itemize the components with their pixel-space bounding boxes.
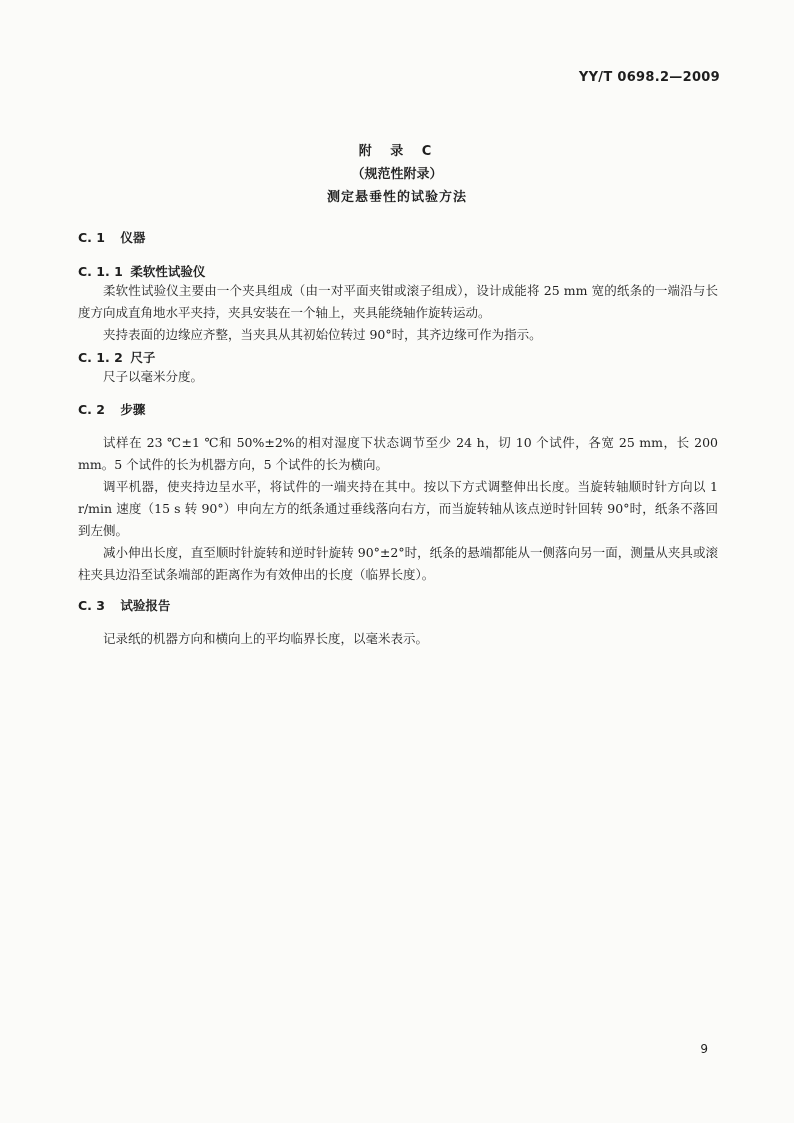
page-number: 9: [700, 1042, 708, 1056]
annex-type: （规范性附录）: [351, 167, 443, 182]
section-heading-c2: [78, 400, 145, 418]
annex-name: 测定悬垂性的试验方法: [326, 190, 467, 205]
paragraph: 柔软性试验仪主要由一个夹具组成（由一对平面夹钳或滚子组成），设计成能将 25 mm 宽的纸条的一端沿与长度方向成直角地水平夹持，夹具安装在一个轴上，夹具能绕轴作旋转运动。: [78, 283, 718, 320]
section-heading-c1-2: [78, 348, 155, 366]
standard-code: YY/T 0698.2—2009: [578, 70, 720, 85]
section-title: 柔软性试验仪: [130, 264, 206, 279]
section-title: 尺子: [130, 350, 156, 365]
section-title: 仪器: [120, 230, 146, 245]
section-heading-c3: [78, 596, 170, 614]
section-title: 步骤: [120, 402, 146, 417]
section-heading-c1: [78, 228, 145, 246]
paragraph: 调平机器，使夹持边呈水平，将试件的一端夹持在其中。按以下方式调整伸出长度。当旋转轴顺时针方向以 1 r/min 速度（15 s 转 90°）申向左方的纸条通过垂线落向右方，而当旋转轴从该点逆时针回转 90°时，纸条不落回到左侧。: [78, 479, 718, 538]
section-heading-c1-1: [78, 262, 205, 280]
paragraph: 夹持表面的边缘应齐整，当夹具从其初始位转过 90°时，其齐边缘可作为指示。: [103, 327, 542, 342]
paragraph: 减小伸出长度，直至顺时针旋转和逆时针旋转 90°±2°时，纸条的悬端都能从一侧落向另一面，测量从夹具或滚柱夹具边沿至试条端部的距离作为有效伸出的长度（临界长度）。: [78, 545, 718, 582]
paragraph: 试样在 23 ℃±1 ℃和 50%±2%的相对湿度下状态调节至少 24 h，切 10 个试件，各宽 25 mm，长 200 mm。5 个试件的长为机器方向，5 个试件的长为横向。: [78, 435, 718, 472]
section-number: C. 2: [78, 402, 105, 417]
paragraph: 尺子以毫米分度。: [103, 369, 204, 384]
section-title: 试验报告: [120, 598, 171, 613]
paragraph: 记录纸的机器方向和横向上的平均临界长度，以毫米表示。: [103, 631, 429, 646]
section-number: C. 3: [78, 598, 105, 613]
section-number: C. 1. 2: [78, 350, 123, 365]
section-number: C. 1: [78, 230, 105, 245]
section-number: C. 1. 1: [78, 264, 123, 279]
annex-title: 附 录 C: [358, 144, 436, 159]
